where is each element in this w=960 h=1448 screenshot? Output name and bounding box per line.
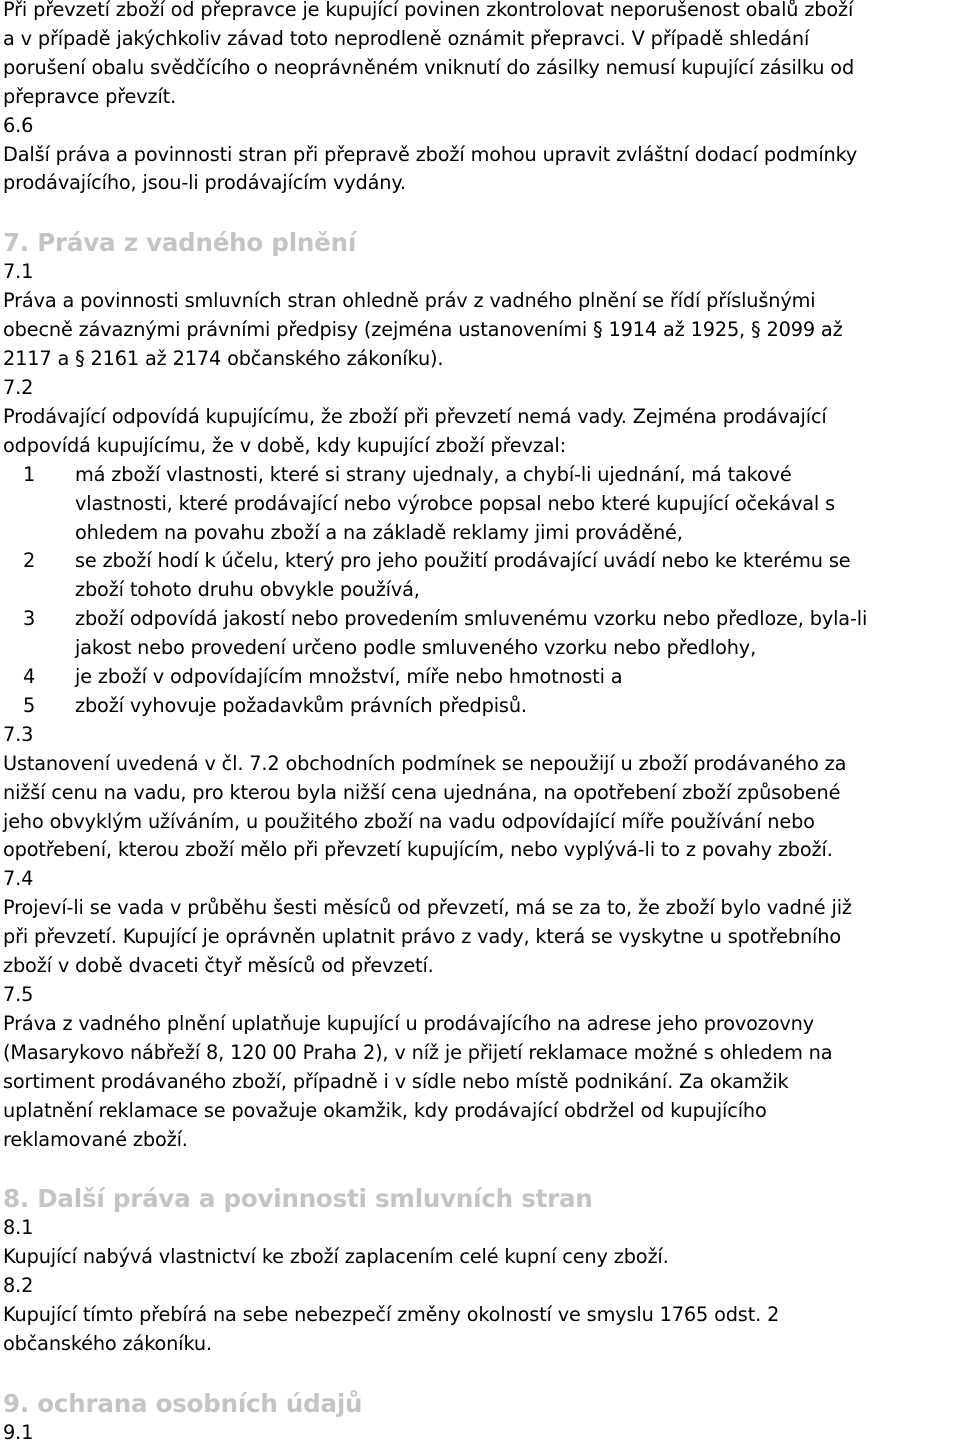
text-line: Při převzetí zboží od přepravce je kupující povinen zkontrolovat neporušenost obalů zboží [3,0,854,21]
list-item-text [75,461,958,548]
text-line: Projeví-li se vada v průběhu šesti měsíců od převzetí, má se za to, že zboží bylo vadné již [3,896,852,920]
list-item-text [75,663,958,692]
text-line: Ustanovení uvedená v čl. 7.2 obchodních podmínek se nepoužijí u zboží prodávaného za [3,751,847,775]
text-line: ohledem na povahu zboží a na základě reklamy jimi prováděné, [75,520,683,544]
text-line: porušení obalu svědčícího o neoprávněném vniknutí do zásilky nemusí kupující zásilku od [3,55,855,79]
section-heading: 7. Práva z vadného plnění [3,228,357,258]
clause-number: 7.1 [3,260,34,284]
section-heading: 8. Další práva a povinnosti smluvních stran [3,1184,593,1214]
text-line: Prodávající odpovídá kupujícímu, že zboží při převzetí nemá vady. Zejména prodávající [3,404,827,428]
condition-list [3,461,958,721]
text-line: Kupující nabývá vlastnictví ke zboží zaplacením celé kupní ceny zboží. [3,1245,669,1269]
text-line: sortiment prodávaného zboží, případně i v sídle nebo místě podnikání. Za okamžik [3,1069,789,1093]
section-heading: 9. ochrana osobních údajů [3,1388,363,1418]
list-item [3,663,958,692]
text-line: a v případě jakýchkoliv závad toto neprodleně oznámit přepravci. V případě shledání [3,26,810,50]
clause-number: 8.2 [3,1274,34,1298]
list-item-number: 5 [23,693,36,717]
text-line: reklamované zboží. [3,1127,188,1151]
text-line: jakost nebo provedení určeno podle smluveného vzorku nebo předlohy, [75,636,757,660]
list-item [3,461,958,548]
text-line: jeho obvyklým užíváním, u použitého zboží na vadu odpovídající míře používání nebo [3,809,815,833]
text-line: vlastnosti, které prodávající nebo výrobce popsal nebo které kupující očekával s [75,491,835,515]
text-line: přepravce převzít. [3,84,177,108]
text-line: Další práva a povinnosti stran při přepravě zboží mohou upravit zvláštní dodací podmínky [3,142,858,166]
text-line: má zboží vlastnosti, které si strany ujednaly, a chybí-li ujednání, má takové [75,462,792,486]
document-page [3,0,958,1448]
clause-number: 7.3 [3,722,34,746]
list-item [3,547,958,605]
text-line: uplatnění reklamace se považuje okamžik, kdy prodávající obdržel od kupujícího [3,1098,767,1122]
list-item-number: 1 [23,462,36,486]
list-item [3,605,958,663]
list-item-text [75,547,958,605]
text-line: zboží v době dvaceti čtyř měsíců od převzetí. [3,954,434,978]
text-line: Práva a povinnosti smluvních stran ohledně práv z vadného plnění se řídí příslušnými [3,289,816,313]
clause-number: 8.1 [3,1216,34,1240]
clause-number: 6.6 [3,113,34,137]
text-line: obecně závaznými právními předpisy (zejména ustanoveními § 1914 až 1925, § 2099 až [3,318,843,342]
clause-number: 7.4 [3,867,34,891]
text-line: prodávajícího, jsou-li prodávajícím vydány. [3,171,406,195]
text-line: zboží odpovídá jakostí nebo provedením smluvenému vzorku nebo předloze, byla-li [75,607,868,631]
text-line: je zboží v odpovídajícím množství, míře nebo hmotnosti a [75,665,623,689]
clause-number: 9.1 [3,1420,34,1444]
clause-number: 7.5 [3,983,34,1006]
list-item [3,692,958,721]
text-line: občanského zákoníku. [3,1332,212,1356]
text-line: 2117 a § 2161 až 2174 občanského zákoníku). [3,347,444,371]
list-item-number: 2 [23,549,36,573]
text-line: nižší cenu na vadu, pro kterou byla nižší cena ujednána, na opotřebení zboží způsobené [3,780,841,804]
text-line: odpovídá kupujícímu, že v době, kdy kupující zboží převzal: [3,433,566,457]
text-line: při převzetí. Kupující je oprávněn uplatnit právo z vady, která se vyskytne u spotřebního [3,925,841,949]
text-line: Práva z vadného plnění uplatňuje kupující u prodávajícího na adrese jeho provozovny [3,1011,814,1035]
clause-number: 7.2 [3,375,34,399]
list-item-number: 3 [23,607,36,631]
text-line: se zboží hodí k účelu, který pro jeho použití prodávající uvádí nebo ke kterému se [75,549,851,573]
text-line: (Masarykovo nábřeží 8, 120 00 Praha 2), v níž je přijetí reklamace možné s ohledem na [3,1040,833,1064]
list-item-text [75,692,958,721]
list-item-text [75,605,958,663]
text-line: zboží tohoto druhu obvykle používá, [75,578,420,602]
text-line: opotřebení, kterou zboží mělo při převzetí kupujícím, nebo vyplývá-li to z povahy zboží. [3,838,833,862]
text-line: zboží vyhovuje požadavkům právních předpisů. [75,693,527,717]
list-item-number: 4 [23,665,36,689]
text-line: Kupující tímto přebírá na sebe nebezpečí změny okolností ve smyslu 1765 odst. 2 [3,1303,780,1327]
